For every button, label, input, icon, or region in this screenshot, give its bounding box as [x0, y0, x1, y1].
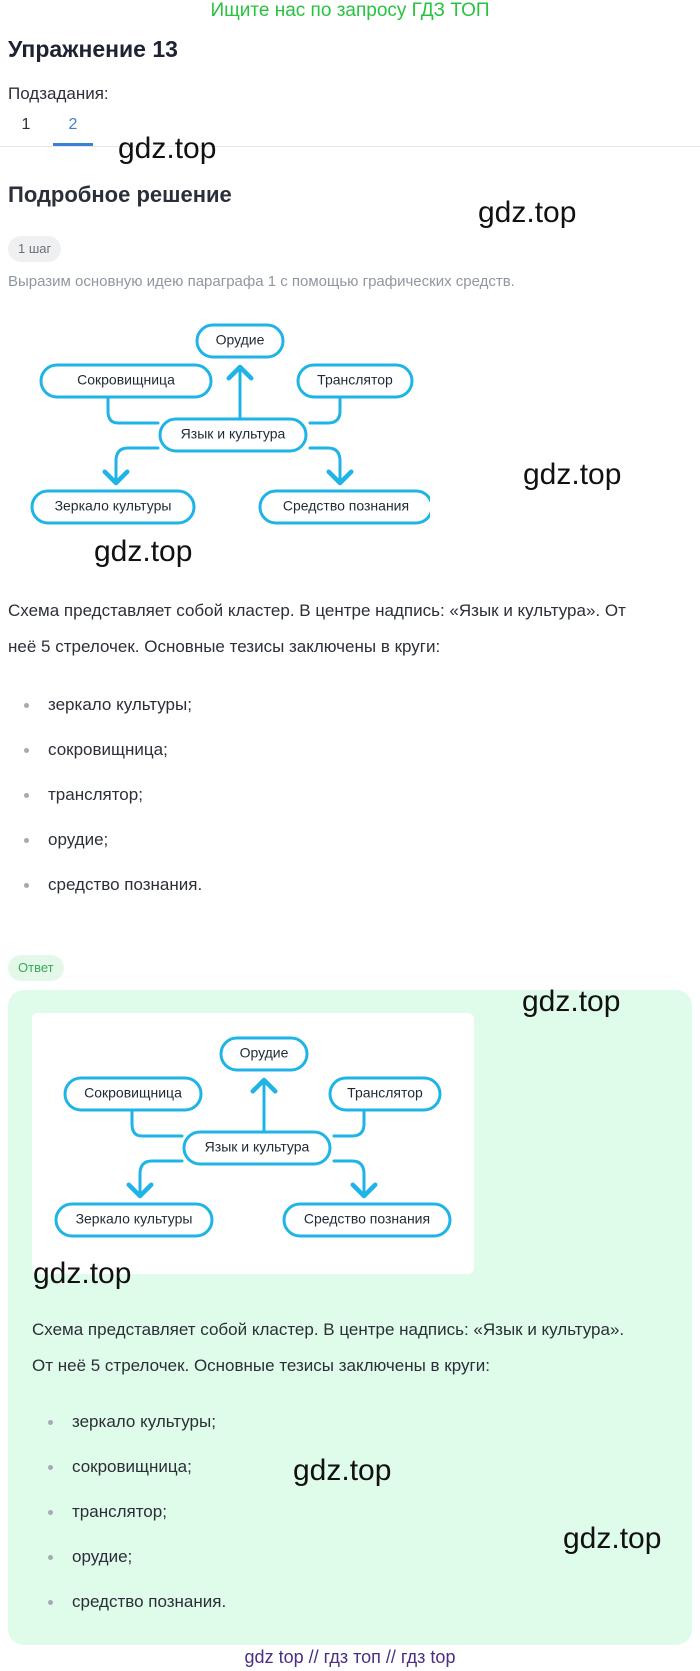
list-item: транслятор;: [32, 1500, 532, 1545]
watermark: gdz.top: [94, 535, 193, 568]
watermark: gdz.top: [478, 196, 577, 229]
subtasks-label: Подзадания:: [8, 84, 109, 103]
list-item: орудие;: [32, 1545, 532, 1590]
list-item: зеркало культуры;: [32, 1410, 532, 1455]
node-center-label: Язык и культура: [180, 425, 286, 442]
search-banner: Ищите нас по запросу ГДЗ ТОП: [210, 0, 490, 21]
exercise-title: Упражнение 13: [8, 36, 178, 62]
watermark: gdz.top: [522, 985, 621, 1018]
watermark: gdz.top: [33, 1257, 132, 1290]
section-title: Подробное решение: [8, 182, 232, 207]
description-line-2: неё 5 стрелочек. Основные тезисы заключены в круги:: [8, 637, 441, 656]
answer-description-line-1: Схема представляет собой кластер. В центре надпись: «Язык и культура».: [32, 1320, 625, 1339]
node-bottom-right-label: Средство познания: [303, 1210, 431, 1227]
step-badge: 1 шаг: [8, 236, 61, 262]
list-item: транслятор;: [8, 783, 508, 828]
node-top-label: Орудие: [239, 1044, 289, 1061]
list-item: средство познания.: [8, 873, 508, 918]
subtask-tabs: [0, 110, 700, 147]
list-item: средство познания.: [32, 1590, 532, 1635]
list-item: орудие;: [8, 828, 508, 873]
node-right-label: Транслятор: [347, 1084, 423, 1101]
list-item: зеркало культуры;: [8, 693, 508, 738]
answer-cluster-diagram: [54, 1028, 454, 1253]
answer-badge: Ответ: [8, 955, 64, 981]
node-bottom-left-label: Зеркало культуры: [75, 1210, 193, 1227]
node-top-label: Орудие: [215, 331, 265, 348]
watermark: gdz.top: [118, 132, 217, 165]
description-line-1: Схема представляет собой кластер. В центре надпись: «Язык и культура». От: [8, 601, 626, 620]
node-right-label: Транслятор: [317, 371, 393, 388]
watermark: gdz.top: [293, 1454, 392, 1487]
answer-thesis-list: [32, 1410, 532, 1635]
node-left-label: Сокровищница: [77, 371, 175, 388]
node-left-label: Сокровищница: [84, 1084, 182, 1101]
tab-2[interactable]: 2: [68, 116, 78, 133]
step-text: Выразим основную идею параграфа 1 с помощью графических средств.: [8, 273, 515, 290]
node-bottom-left-label: Зеркало культуры: [54, 497, 172, 514]
footer-links[interactable]: gdz top // гдз топ // гдз top: [244, 1647, 456, 1667]
list-item: сокровищница;: [32, 1455, 532, 1500]
watermark: gdz.top: [563, 1522, 662, 1555]
cluster-diagram: [30, 315, 430, 540]
active-tab-indicator: [53, 143, 93, 146]
node-center-label: Язык и культура: [204, 1138, 310, 1155]
list-item: сокровищница;: [8, 738, 508, 783]
thesis-list: [8, 693, 508, 918]
tab-1[interactable]: 1: [21, 116, 31, 133]
watermark: gdz.top: [523, 458, 622, 491]
answer-description-line-2: От неё 5 стрелочек. Основные тезисы заключены в круги:: [32, 1356, 490, 1375]
node-bottom-right-label: Средство познания: [282, 497, 410, 514]
